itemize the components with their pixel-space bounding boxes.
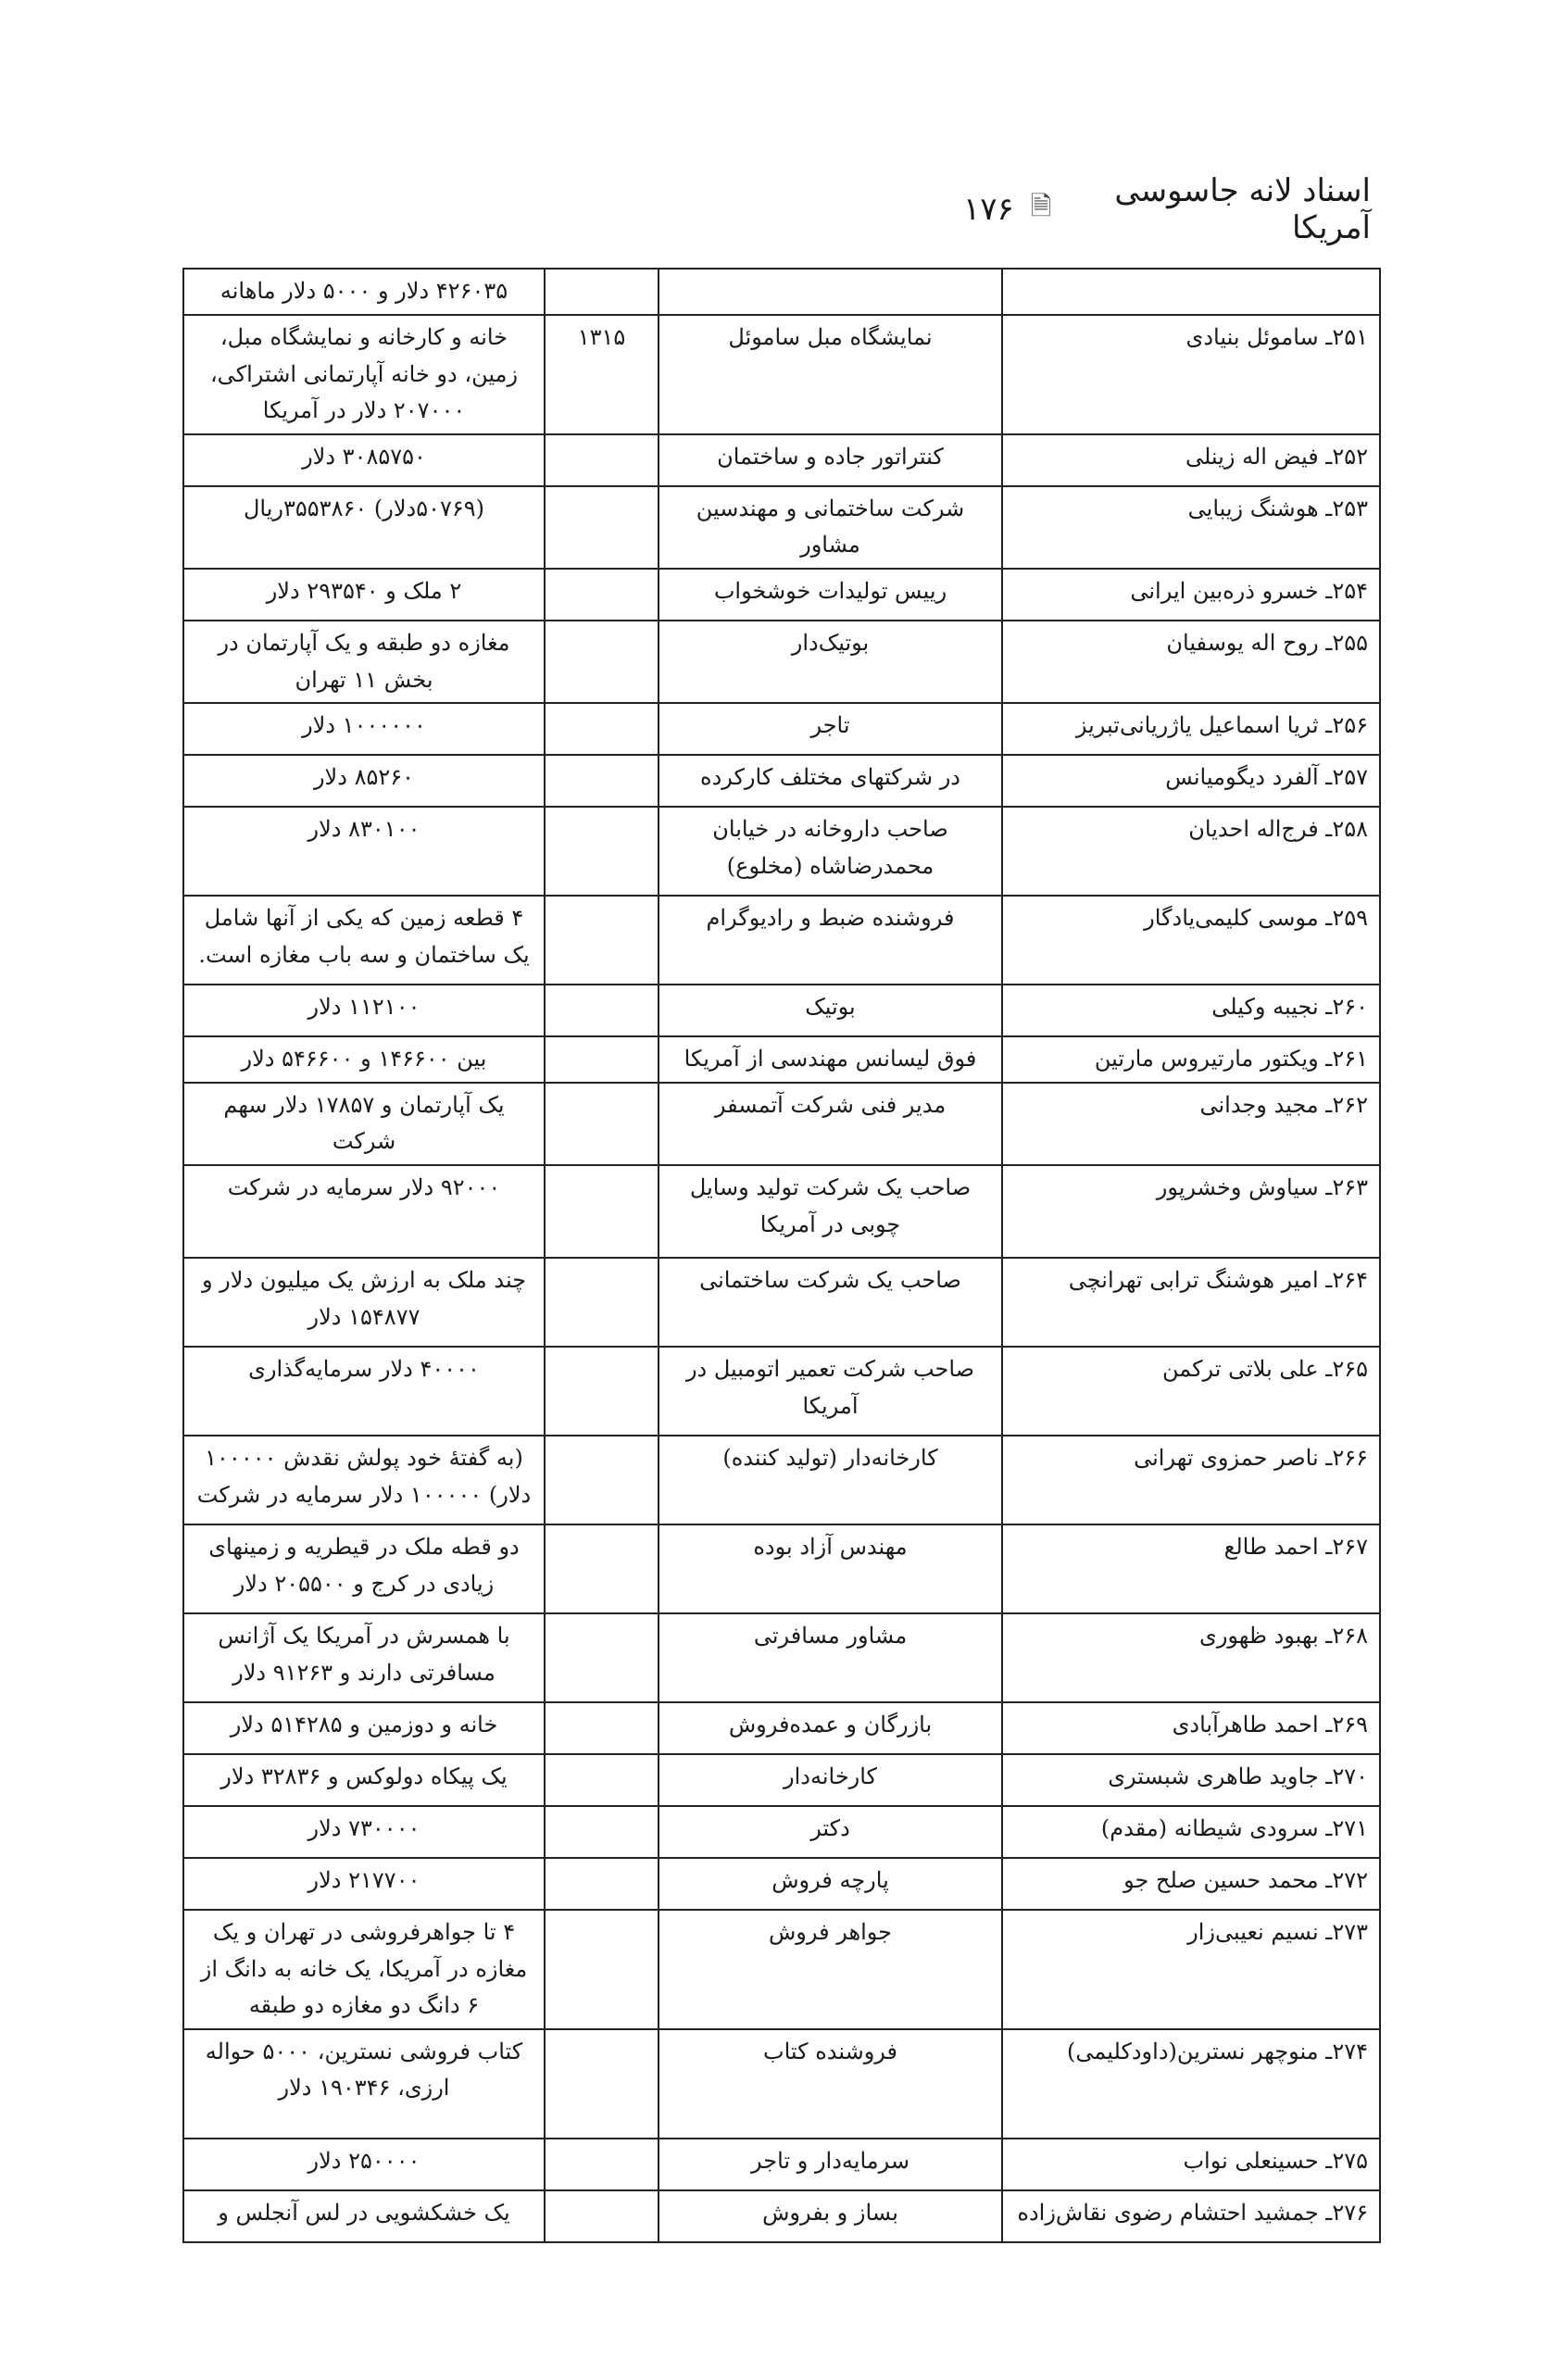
table-row [183,1083,1380,1165]
asset-cell: ۷۳۰۰۰۰ دلار [183,1806,545,1858]
table-row [183,1910,1380,2029]
year-cell [545,1858,659,1910]
table-row [183,1258,1380,1347]
asset-cell: یک آپارتمان و ۱۷۸۵۷ دلار سهم شرکت [183,1083,545,1165]
job-cell: صاحب یک شرکت تولید وسایل چوبی در آمریکا [659,1165,1002,1258]
year-cell [545,434,659,486]
table-row [183,1165,1380,1258]
asset-cell: ۴ قطعه زمین که یکی از آنها شامل یک ساختمان و سه باب مغازه است. [183,896,545,985]
name-cell: ۲۵۵ـ روح اله یوسفیان [1002,621,1380,703]
table-row [183,755,1380,807]
asset-cell: ۹۲۰۰۰ دلار سرمایه در شرکت [183,1165,545,1258]
asset-cell: بین ۱۴۶۶۰۰ و ۵۴۶۶۰۰ دلار [183,1036,545,1083]
asset-cell: خانه و کارخانه و نمایشگاه مبل، زمین، دو خانه آپارتمانی اشتراکی، ۲۰۷۰۰۰ دلار در آمریکا [183,315,545,434]
job-cell: فوق لیسانس مهندسی از آمریکا [659,1036,1002,1083]
asset-cell: با همسرش در آمریکا یک آژانس مسافرتی دارند و ۹۱۲۶۳ دلار [183,1613,545,1702]
table-row [183,621,1380,703]
asset-cell: یک پیکاه دولوکس و ۳۲۸۳۶ دلار [183,1754,545,1806]
year-cell [545,1702,659,1754]
job-cell: تاجر [659,703,1002,755]
name-cell: ۲۶۲ـ مجید وجدانی [1002,1083,1380,1165]
name-cell: ۲۶۹ـ احمد طاهرآبادی [1002,1702,1380,1754]
asset-cell: ۲۵۰۰۰۰ دلار [183,2139,545,2190]
asset-cell: ۲ ملک و ۲۹۳۵۴۰ دلار [183,569,545,621]
asset-cell: کتاب فروشی نسترین، ۵۰۰۰ حواله ارزی، ۱۹۰۳۴۶ دلار [183,2029,545,2139]
table-row [183,985,1380,1036]
table-row [183,2139,1380,2190]
table-row [183,269,1380,315]
name-cell: ۲۶۸ـ بهبود ظهوری [1002,1613,1380,1702]
year-cell [545,486,659,569]
name-cell: ۲۵۶ـ ثریا اسماعیل یاژ‌ریانی‌تبریز [1002,703,1380,755]
job-cell: مشاور مسافرتی [659,1613,1002,1702]
asset-cell: ۴۰۰۰۰ دلار سرمایه‌گذاری [183,1347,545,1436]
asset-cell: (به گفتهٔ خود پولش نقدش ۱۰۰۰۰۰ دلار) ۱۰۰۰۰۰ دلار سرمایه در شرکت [183,1436,545,1524]
name-cell [1002,269,1380,315]
name-cell: ۲۵۷ـ آلفرد دیگومیانس [1002,755,1380,807]
year-cell [545,1613,659,1702]
table-row [183,1858,1380,1910]
book-title: اسناد لانه جاسوسی آمریکا [1114,172,1371,246]
table-row [183,703,1380,755]
name-cell: ۲۷۰ـ جاوید طاهری شبستری [1002,1754,1380,1806]
name-cell: ۲۵۹ـ موسی کلیمی‌یادگار [1002,896,1380,985]
year-cell [545,621,659,703]
year-cell [545,1083,659,1165]
job-cell: مدیر فنی شرکت آتمسفر [659,1083,1002,1165]
asset-cell: ۱۱۲۱۰۰ دلار [183,985,545,1036]
page-header [963,172,1371,246]
job-cell: بازرگان و عمده‌فروش [659,1702,1002,1754]
asset-cell: چند ملک به ارزش یک میلیون دلار و ۱۵۴۸۷۷ دلار [183,1258,545,1347]
name-cell: ۲۷۵ـ حسینعلی نواب [1002,2139,1380,2190]
name-cell: ۲۷۱ـ سرودی شیطانه (مقدم) [1002,1806,1380,1858]
name-cell: ۲۶۷ـ احمد طالع [1002,1524,1380,1613]
job-cell: بساز و بفروش [659,2190,1002,2242]
table-row [183,2190,1380,2242]
asset-cell: خانه و دوزمین و ۵۱۴۲۸۵ دلار [183,1702,545,1754]
year-cell [545,807,659,896]
table-row [183,1347,1380,1436]
year-cell [545,269,659,315]
table-row [183,486,1380,569]
table-row [183,1806,1380,1858]
name-cell: ۲۵۲ـ فیض اله زینلی [1002,434,1380,486]
assets-table [182,268,1381,2243]
name-cell: ۲۶۵ـ علی بلاتی ترکمن [1002,1347,1380,1436]
job-cell: بوتیک [659,985,1002,1036]
asset-cell: ۸۵۲۶۰ دلار [183,755,545,807]
page-number: ۱۷۶ [963,191,1014,228]
job-cell [659,269,1002,315]
asset-cell: یک خشکشویی در لس آنجلس و [183,2190,545,2242]
name-cell: ۲۷۴ـ منوچهر نسترین(داودکلیمی) [1002,2029,1380,2139]
table-row [183,315,1380,434]
name-cell: ۲۷۳ـ نسیم نعیبی‌زار [1002,1910,1380,2029]
job-cell: رییس تولیدات خوشخواب [659,569,1002,621]
name-cell: ۲۵۱ـ ساموئل بنیادی [1002,315,1380,434]
job-cell: کارخانه‌دار (تولید کننده) [659,1436,1002,1524]
year-cell [545,985,659,1036]
year-cell [545,569,659,621]
table-row [183,434,1380,486]
table-row [183,1436,1380,1524]
year-cell [545,1910,659,2029]
job-cell: صاحب شرکت تعمیر اتومبیل در آمریکا [659,1347,1002,1436]
year-cell [545,1036,659,1083]
job-cell: دکتر [659,1806,1002,1858]
table-row [183,1702,1380,1754]
table-row [183,569,1380,621]
table-row [183,1754,1380,1806]
asset-cell: ۳۰۸۵۷۵۰ دلار [183,434,545,486]
job-cell: کارخانه‌دار [659,1754,1002,1806]
asset-cell: ۲۱۷۷۰۰ دلار [183,1858,545,1910]
job-cell: صاحب داروخانه در خیابان محمدرضاشاه (مخلوع) [659,807,1002,896]
document-icon: 🗎 [1030,191,1052,221]
name-cell: ۲۷۲ـ محمد حسین صلح جو [1002,1858,1380,1910]
year-cell [545,2029,659,2139]
asset-cell: ۸۳۰۱۰۰ دلار [183,807,545,896]
name-cell: ۲۷۶ـ جمشید احتشام رضوی نقاش‌زاده [1002,2190,1380,2242]
name-cell: ۲۶۱ـ ویکتور مارتیروس مارتین [1002,1036,1380,1083]
job-cell: نمایشگاه مبل ساموئل [659,315,1002,434]
asset-cell: ۱۰۰۰۰۰۰ دلار [183,703,545,755]
table-row [183,1613,1380,1702]
year-cell [545,1806,659,1858]
job-cell: صاحب یک شرکت ساختمانی [659,1258,1002,1347]
year-cell [545,2190,659,2242]
table-row [183,2029,1380,2139]
name-cell: ۲۶۴ـ امیر هوشنگ ترابی تهرانچی [1002,1258,1380,1347]
table-row [183,807,1380,896]
name-cell: ۲۵۸ـ فرج‌اله احدیان [1002,807,1380,896]
job-cell: جواهر فروش [659,1910,1002,2029]
job-cell: فروشنده ضبط و رادیوگرام [659,896,1002,985]
table-row [183,1036,1380,1083]
asset-cell: (۵۰۷۶۹دلار) ۳۵۵۳۸۶۰ریال [183,486,545,569]
table-row [183,1524,1380,1613]
year-cell [545,896,659,985]
name-cell: ۲۶۳ـ سیاوش وخشرپور [1002,1165,1380,1258]
year-cell [545,755,659,807]
name-cell: ۲۶۰ـ نجیبه وکیلی [1002,985,1380,1036]
year-cell [545,2139,659,2190]
name-cell: ۲۶۶ـ ناصر حمزوی تهرانی [1002,1436,1380,1524]
year-cell [545,1436,659,1524]
year-cell: ۱۳۱۵ [545,315,659,434]
job-cell: در شرکتهای مختلف کارکرده [659,755,1002,807]
asset-cell: ۴ تا جواهرفروشی در تهران و یک مغازه در آمریکا، یک خانه به دانگ از ۶ دانگ دو مغازه دو طبقه [183,1910,545,2029]
year-cell [545,1258,659,1347]
name-cell: ۲۵۳ـ هوشنگ زیبایی [1002,486,1380,569]
job-cell: بوتیک‌دار [659,621,1002,703]
job-cell: کنتراتور جاده و ساختمان [659,434,1002,486]
table-row [183,896,1380,985]
job-cell: سرمایه‌دار و تاجر [659,2139,1002,2190]
job-cell: مهندس آزاد بوده [659,1524,1002,1613]
job-cell: شرکت ساختمانی و مهندسین مشاور [659,486,1002,569]
asset-cell: ۴۲۶۰۳۵ دلار و ۵۰۰۰ دلار ماهانه [183,269,545,315]
year-cell [545,1754,659,1806]
job-cell: پارچه فروش [659,1858,1002,1910]
year-cell [545,703,659,755]
asset-cell: مغازه دو طبقه و یک آپارتمان در بخش ۱۱ تهران [183,621,545,703]
year-cell [545,1524,659,1613]
year-cell [545,1165,659,1258]
name-cell: ۲۵۴ـ خسرو ذره‌بین ایرانی [1002,569,1380,621]
asset-cell: دو قطه ملک در قیطریه و زمینهای زیادی در کرج و ۲۰۵۵۰۰ دلار [183,1524,545,1613]
job-cell: فروشنده کتاب [659,2029,1002,2139]
year-cell [545,1347,659,1436]
